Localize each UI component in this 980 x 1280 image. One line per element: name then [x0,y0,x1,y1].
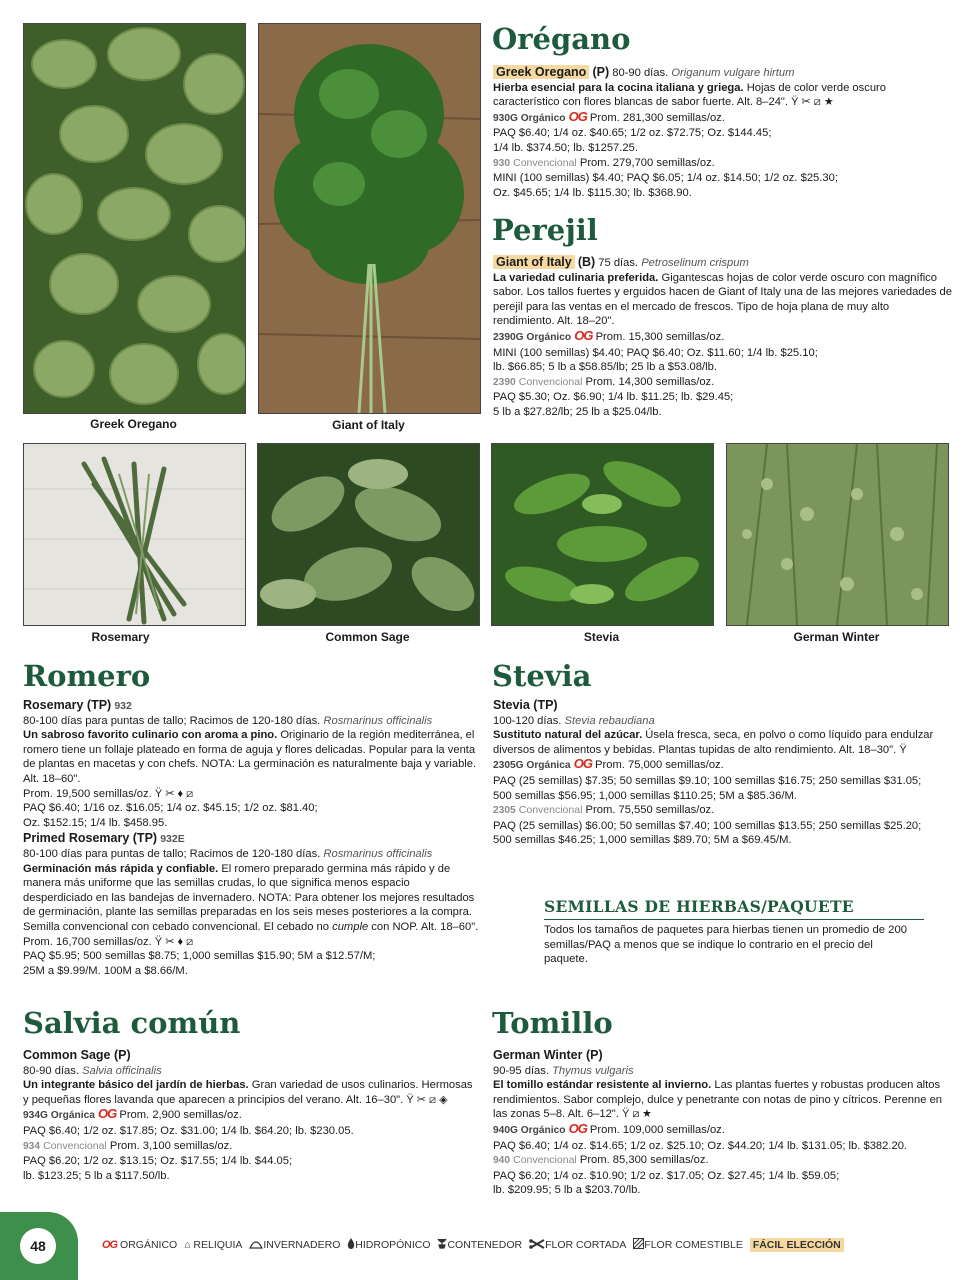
herb-packet-title: SEMILLAS DE HIERBAS/PAQUETE [544,897,854,916]
heirloom-icon: ⌂ [184,1239,191,1251]
edible-flower-icon [633,1238,644,1249]
latin-name: Thymus vulgaris [552,1064,634,1077]
item-code: 932 [114,700,132,712]
days: 80-100 días para puntas de tallo; Racimos de 120-180 días. [23,847,321,860]
conv-prom: Prom. 85,300 semillas/oz. [576,1154,709,1167]
heading-tomillo: Tomillo [492,1006,613,1040]
rosemary-block [23,697,479,978]
days: 100-120 días. [493,714,562,727]
greenhouse-icon [249,1239,263,1249]
organic-prices: PAQ $6.40; 1/4 oz. $14.65; 1/2 oz. $25.10; Oz. $44.20; 1/4 lb. $131.05; lb. $382.20. [493,1139,908,1152]
variety-common-sage: Common Sage (P) [23,1048,131,1062]
desc-emphasis: cumple [332,920,369,933]
desc: con NOP. Alt. 18–60". Prom. 16,700 semillas/oz. [23,920,479,948]
organic-icon: OG [573,756,592,772]
sage-block [23,1047,479,1183]
legend-container: CONTENEDOR [447,1239,523,1251]
organic-icon: OG [102,1239,118,1251]
parsley-block [493,254,953,420]
organic-prices: PAQ $6.40; 1/2 oz. $17.85; Oz. $31.00; 1/4 lb. $64.20; lb. $230.05. [23,1124,354,1137]
attribute-icons: Ÿ ✂ ♦ ⧄ [154,787,194,800]
desc-bold: La variedad culinaria preferida. [493,271,659,284]
caption-giant-of-italy: Giant of Italy [332,418,405,432]
conv-code: 2390 [493,376,516,388]
organic-prom: Prom. 75,000 semillas/oz. [591,759,724,772]
organic-code: 934G Orgánica [23,1110,95,1122]
conv-prices: 5 lb a $27.82/lb; 25 lb a $25.04/lb. [493,405,662,418]
photo-greek-oregano [23,23,246,414]
latin-name: Rosmarinus officinalis [323,847,433,860]
stevia-block [493,697,953,848]
latin-name: Rosmarinus officinalis [323,714,433,727]
legend-greenhouse: INVERNADERO [263,1239,341,1251]
organic-prices: PAQ $6.40; 1/4 oz. $40.65; 1/2 oz. $72.75; Oz. $144.45; [493,127,772,140]
organic-prices: lb. $66.85; 5 lb a $58.85/lb; 25 lb a $53.08/lb. [493,361,717,374]
days: 75 días. [598,257,639,269]
oregano-block [493,64,953,200]
caption-german-winter: German Winter [793,630,880,644]
prices: PAQ $6.40; 1/16 oz. $16.05; 1/4 oz. $45.15; 1/2 oz. $81.40; [23,802,318,815]
page-number: 48 [20,1228,56,1264]
conv-code: 930 [493,157,510,169]
desc: Originario de la región mediterránea, el romero tiene un follaje plateado en forma de aguja y flores delicadas. Popular para la venta de plantas en macetas y con chefs. NOTA: La germinación es naturalmente baja y variable. Alt. 18–60". [23,729,477,785]
photo-german-winter [726,443,949,626]
caption-stevia: Stevia [583,630,620,644]
variety-primed-rosemary: Primed Rosemary (TP) [23,831,158,846]
variety-stevia: Stevia (TP) [493,698,558,712]
organic-prom: Prom. 2,900 semillas/oz. [116,1109,242,1122]
desc-bold: Sustituto natural del azúcar. [493,729,643,742]
conv-prices: PAQ (25 semillas) $6.00; 50 semillas $7.40; 100 semillas $13.55; 250 semillas $25.20; [493,819,922,832]
icon-legend [102,1238,844,1251]
variety-rosemary: Rosemary (TP) [23,698,112,712]
attribute-icons: Ÿ ✂ ⧄ ◈ [406,1093,448,1106]
organic-code: 2390G Orgánico [493,331,572,343]
latin-name: Stevia rebaudiana [564,714,655,727]
caption-common-sage: Common Sage [325,630,410,644]
organic-prom: Prom. 15,300 semillas/oz. [592,330,725,343]
prices: Oz. $152.15; 1/4 lb. $458.95. [23,816,168,829]
photo-rosemary [23,443,246,626]
conv-prices: PAQ $5.30; Oz. $6.90; 1/4 lb. $11.25; lb. $29.45; [493,391,734,404]
heading-salvia: Salvia común [23,1006,241,1040]
latin-name: Petroselinum crispum [641,257,749,269]
item-code: 932E [160,833,185,846]
heading-romero: Romero [23,659,151,693]
organic-prom: Prom. 109,000 semillas/oz. [586,1123,725,1136]
conv-label: Convencional [518,804,583,817]
latin-name: Salvia officinalis [82,1064,162,1077]
latin-name: Origanum vulgare hirtum [671,67,795,79]
conv-prices: 500 semillas $46.25; 1,000 semillas $89.70; 5M a $69.45/M. [493,834,792,847]
desc: Hojas de color verde oscuro característico con flores blancas de sabor fuerte. Alt. 8–24". [493,81,886,109]
attribute-icons: Ÿ [899,743,907,756]
conv-prices: MINI (100 semillas) $4.40; PAQ $6.05; 1/4 oz. $14.50; 1/2 oz. $25.30; [493,172,838,185]
organic-code: 2305G Orgánica [493,760,571,772]
photo-common-sage [257,443,480,626]
conv-prices: Oz. $45.65; 1/4 lb. $115.30; lb. $368.90. [493,186,692,199]
container-icon [437,1238,447,1249]
organic-prices: MINI (100 semillas) $4.40; PAQ $6.40; Oz. $11.60; 1/4 lb. $25.10; [493,346,818,359]
desc: Gigantescas hojas de color verde oscuro con magnífico sabor. Los tallos fuertes y erguidos hacen de Giant of Italy una de las mejores variedades de perejil para las ventas en el mercado de frescos. Tipo de hoja plana de muy alto rendimiento. Alt. 18–20". [493,271,952,328]
conv-prom: Prom. 14,300 semillas/oz. [582,375,715,388]
heading-perejil: Perejil [492,213,598,247]
legend-easy-pick: FÁCIL ELECCIÓN [750,1238,844,1252]
attribute-icons: Ÿ ✂ ⧄ ★ [791,96,834,109]
conv-prices: lb. $123.25; 5 lb a $117.50/lb. [23,1169,170,1182]
desc-bold: El tomillo estándar resistente al invierno. [493,1079,712,1092]
conv-prom: Prom. 279,700 semillas/oz. [576,156,715,169]
conv-prices: PAQ $6.20; 1/4 oz. $10.90; 1/2 oz. $17.05; Oz. $27.45; 1/4 lb. $59.05; [493,1169,840,1182]
conv-prices: PAQ $6.20; 1/2 oz. $13.15; Oz. $17.55; 1/4 lb. $44.05; [23,1155,293,1168]
prices: PAQ $5.95; 500 semillas $8.75; 1,000 semillas $15.90; 5M a $12.57/M; [23,950,376,963]
variety-german-winter: German Winter (P) [493,1048,603,1062]
conv-prom: Prom. 3,100 semillas/oz. [106,1139,233,1152]
desc-bold: Un integrante básico del jardín de hierbas. [23,1079,249,1092]
photo-stevia [491,443,714,626]
days: 80-90 días. [23,1064,79,1077]
organic-icon: OG [574,327,593,343]
days: 80-90 días. [612,67,669,79]
legend-heirloom: RELIQUIA [193,1239,243,1251]
attribute-icons: Ÿ ✂ ♦ ⧄ [154,935,194,948]
organic-code: 940G Orgánico [493,1124,566,1136]
organic-prom: Prom. 281,300 semillas/oz. [586,111,725,124]
caption-rosemary: Rosemary [91,630,150,644]
conv-code: 940 [493,1155,510,1167]
conv-code: 934 [23,1140,40,1152]
desc: El romero preparado germina más rápido y de manera más uniforme que las semillas crudas, lo que significa menos espacio desperdiciado en las bandejas de invernadero. NOTA: Para obtener los mejores resultados de germinación, plante las semillas preparadas en los seis meses posteriores a la compra. Semilla convencional con cebado convencional. El cebado no [23,862,475,933]
herb-packet-text: Todos los tamaños de paquetes para hierbas tienen un promedio de 200 semillas/PAQ a menos que se indique lo contrario en el precio del paquete. [544,924,908,966]
desc-bold: Germinación más rápida y confiable. [23,862,219,875]
conv-label: Convencional [43,1139,107,1152]
caption-greek-oregano: Greek Oregano [90,417,177,431]
desc: Úsela fresca, seca, en polvo o como líquido para endulzar diversos de alimentos y bebidas. Plantas tupidas de alto rendimiento. Alt. 18–30". [493,729,934,756]
conv-code: 2305 [493,805,516,817]
attribute-icons: Ÿ ⧄ ★ [622,1108,652,1121]
thyme-block [493,1047,953,1198]
heading-oregano: Orégano [492,22,631,56]
legend-edible-flower: FLOR COMESTIBLE [644,1239,743,1251]
prices: 25M a $9.99/M. 100M a $8.66/M. [23,964,188,977]
herb-packet-rule [544,919,924,920]
conv-label: Convencional [513,156,577,169]
desc-bold: Un sabroso favorito culinario con aroma a pino. [23,729,278,742]
prom: Prom. 19,500 semillas/oz. [23,787,152,800]
organic-icon: OG [568,108,587,124]
desc-bold: Hierba esencial para la cocina italiana y griega. [493,81,744,94]
legend-hydroponic: HIDROPÓNICO [355,1239,431,1251]
scissors-icon [529,1239,545,1249]
type-label: (B) [577,255,596,269]
legend-organic: ORGÁNICO [120,1239,178,1251]
desc: Gran variedad de usos culinarios. Hermosas y pequeñas flores lavanda que aparecen a principios del verano. Alt. 16–30". [23,1079,473,1106]
organic-code: 930G Orgánico [493,112,566,124]
photo-giant-of-italy [258,23,481,414]
organic-icon: OG [568,1120,587,1136]
conv-prices: lb. $209.95; 5 lb a $203.70/lb. [493,1184,641,1197]
organic-icon: OG [98,1106,117,1122]
variety-giant-of-italy: Giant of Italy [493,255,575,269]
organic-prices: 1/4 lb. $374.50; lb. $1257.25. [493,141,638,154]
desc: Las plantas fuertes y robustas producen altos rendimientos. Sabor complejo, dulce y penetrante con notas de pino y cítricos. Perenne en las zonas 5–8. Alt. 6–12". [493,1079,943,1121]
organic-prices: PAQ (25 semillas) $7.35; 50 semillas $9.10; 100 semillas $16.75; 250 semillas $31.05; [493,774,922,787]
variety-greek-oregano: Greek Oregano [493,65,589,79]
conv-prom: Prom. 75,550 semillas/oz. [582,804,715,817]
organic-prices: 500 semillas $56.95; 1,000 semillas $110.25; 5M a $85.36/M. [493,789,797,802]
heading-stevia: Stevia [492,659,592,693]
days: 90-95 días. [493,1064,549,1077]
conv-label: Convencional [518,375,583,388]
days: 80-100 días para puntas de tallo; Racimos de 120-180 días. [23,714,321,727]
conv-label: Convencional [513,1154,577,1167]
type-label: (P) [592,65,610,79]
legend-cut-flower: FLOR CORTADA [545,1239,627,1251]
